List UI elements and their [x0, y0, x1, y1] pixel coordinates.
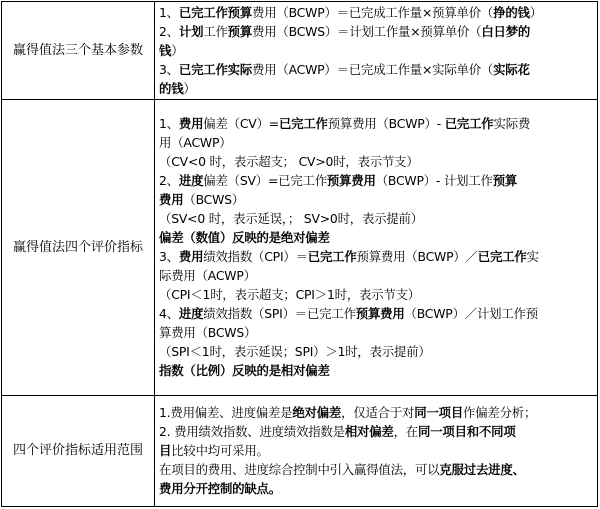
text-segment: 偏差（SV）=已完工作: [203, 173, 327, 189]
text-segment: 用（ACWP）: [159, 135, 232, 151]
bold-text: 进度: [178, 173, 204, 189]
bold-text: 费用: [159, 192, 184, 208]
bold-text: 已完工作: [278, 116, 328, 132]
text-segment: （SV<0 时，表示延误，； SV>0时，表示提前）: [159, 211, 423, 227]
bold-text: 费用: [178, 116, 204, 132]
text-segment: 在项目的费用、进度综合控制中引入赢得值法，可以: [159, 462, 440, 478]
text-line: [159, 190, 593, 209]
bold-text: 预算: [492, 173, 518, 189]
bold-text: 预算费用: [326, 173, 376, 189]
bold-text: 钱: [159, 43, 172, 59]
text-segment: 实: [526, 249, 539, 265]
text-line: [159, 79, 593, 98]
text-line: [159, 342, 593, 361]
text-segment: 偏差（CV）=: [203, 116, 279, 132]
text-segment: 工作: [203, 24, 228, 40]
text-line: [159, 285, 593, 304]
text-segment: 绩效指数（SPI）＝已完工作: [203, 306, 356, 322]
table-row: [2, 100, 598, 396]
text-segment: 比较中均可采用。: [171, 443, 269, 459]
text-segment: 4、: [159, 306, 179, 322]
text-line: [159, 460, 593, 479]
bold-text: 预算: [227, 24, 253, 40]
bold-text: 已完工作: [307, 249, 357, 265]
text-segment: 1、: [159, 116, 179, 132]
text-segment: 预算费用（BCWP）-: [327, 116, 445, 132]
text-segment: （CPI＜1时，表示超支；CPI＞1时，表示节支）: [159, 287, 420, 303]
text-segment: 费用（BCWP）＝已完成工作量×预算单价（: [252, 5, 494, 21]
text-segment: （CV<0 时，表示超支； CV>0时，表示节支）: [159, 154, 419, 170]
text-line: [159, 479, 593, 498]
text-line: [159, 304, 593, 323]
text-segment: 作偏差分析；: [463, 405, 537, 421]
bold-text: 同一项目和不同项: [418, 424, 516, 440]
bold-text: 目: [159, 443, 172, 459]
bold-text: 挣的钱: [493, 5, 530, 21]
text-segment: 预算费用（BCWP）／: [356, 249, 478, 265]
table-row: [2, 2, 598, 100]
table-row: [2, 395, 598, 506]
text-segment: ）: [529, 5, 542, 21]
text-segment: 3、: [159, 62, 179, 78]
text-line: [159, 441, 593, 460]
text-line: [159, 266, 593, 285]
text-line: [159, 3, 593, 22]
row-content: [155, 100, 598, 396]
text-line: [159, 60, 593, 79]
bold-text: 预算费用: [355, 306, 405, 322]
earned-value-table: [1, 1, 598, 507]
bold-text: 已完工作预算: [178, 5, 253, 21]
text-segment: （BCWP）- 计划工作: [375, 173, 493, 189]
text-line: [159, 209, 593, 228]
bold-text: 指数（比例）反映的是相对偏差: [159, 363, 330, 379]
row-content: [155, 2, 598, 100]
bold-text: 计划: [178, 24, 204, 40]
row-label: 四个评价指标适用范围: [2, 395, 155, 506]
text-segment: （BCWS）: [183, 192, 245, 208]
text-line: [159, 323, 593, 342]
bold-text: 实际花: [493, 62, 530, 78]
text-segment: 1、: [159, 5, 179, 21]
bold-text: 绝对偏差: [292, 405, 342, 421]
text-segment: ）: [171, 43, 184, 59]
bold-text: 已完工作实际: [178, 62, 253, 78]
row-content: [155, 395, 598, 506]
bold-text: 白日梦的: [481, 24, 531, 40]
text-segment: 绩效指数（CPI）＝: [203, 249, 308, 265]
text-line: [159, 228, 593, 247]
row-label: 赢得值法四个评价指标: [2, 100, 155, 396]
text-segment: 2、: [159, 24, 179, 40]
text-segment: 2、: [159, 173, 179, 189]
text-segment: （BCWP）／计划工作预: [404, 306, 538, 322]
bold-text: 偏差（数值）反映的是绝对偏差: [159, 230, 330, 246]
text-line: [159, 22, 593, 41]
text-segment: ，在: [393, 424, 418, 440]
bold-text: 的钱: [159, 81, 184, 97]
text-line: [159, 361, 593, 380]
bold-text: 相对偏差: [344, 424, 394, 440]
text-segment: 1.费用偏差、进度偏差是: [159, 405, 293, 421]
text-line: [159, 152, 593, 171]
bold-text: 进度: [178, 306, 204, 322]
text-line: [159, 247, 593, 266]
text-segment: 3、: [159, 249, 179, 265]
text-line: [159, 403, 593, 422]
bold-text: 已完工作: [477, 249, 527, 265]
text-segment: 费用（BCWS）＝计划工作量×预算单价（: [252, 24, 482, 40]
bold-text: 克服过去进度、: [439, 462, 525, 478]
text-line: [159, 133, 593, 152]
text-segment: ）: [183, 81, 196, 97]
text-line: [159, 422, 593, 441]
text-segment: 费用（ACWP）＝已完成工作量×实际单价（: [252, 62, 494, 78]
bold-text: 已完工作: [444, 116, 494, 132]
text-line: [159, 41, 593, 60]
text-segment: （SPI＜1时，表示延误；SPI）＞1时，表示提前）: [159, 344, 431, 360]
text-segment: 际费用（ACWP）: [159, 268, 256, 284]
bold-text: 费用: [178, 249, 204, 265]
text-segment: 实际费: [493, 116, 531, 132]
text-segment: 2. 费用绩效指数、进度绩效指数是: [159, 424, 345, 440]
text-segment: 算费用（BCWS）: [159, 325, 257, 341]
row-label: 赢得值法三个基本参数: [2, 2, 155, 100]
text-line: [159, 114, 593, 133]
text-line: [159, 171, 593, 190]
bold-text: 同一项目: [414, 405, 464, 421]
text-segment: ，仅适合于对: [341, 405, 415, 421]
bold-text: 费用分开控制的缺点。: [159, 481, 281, 497]
